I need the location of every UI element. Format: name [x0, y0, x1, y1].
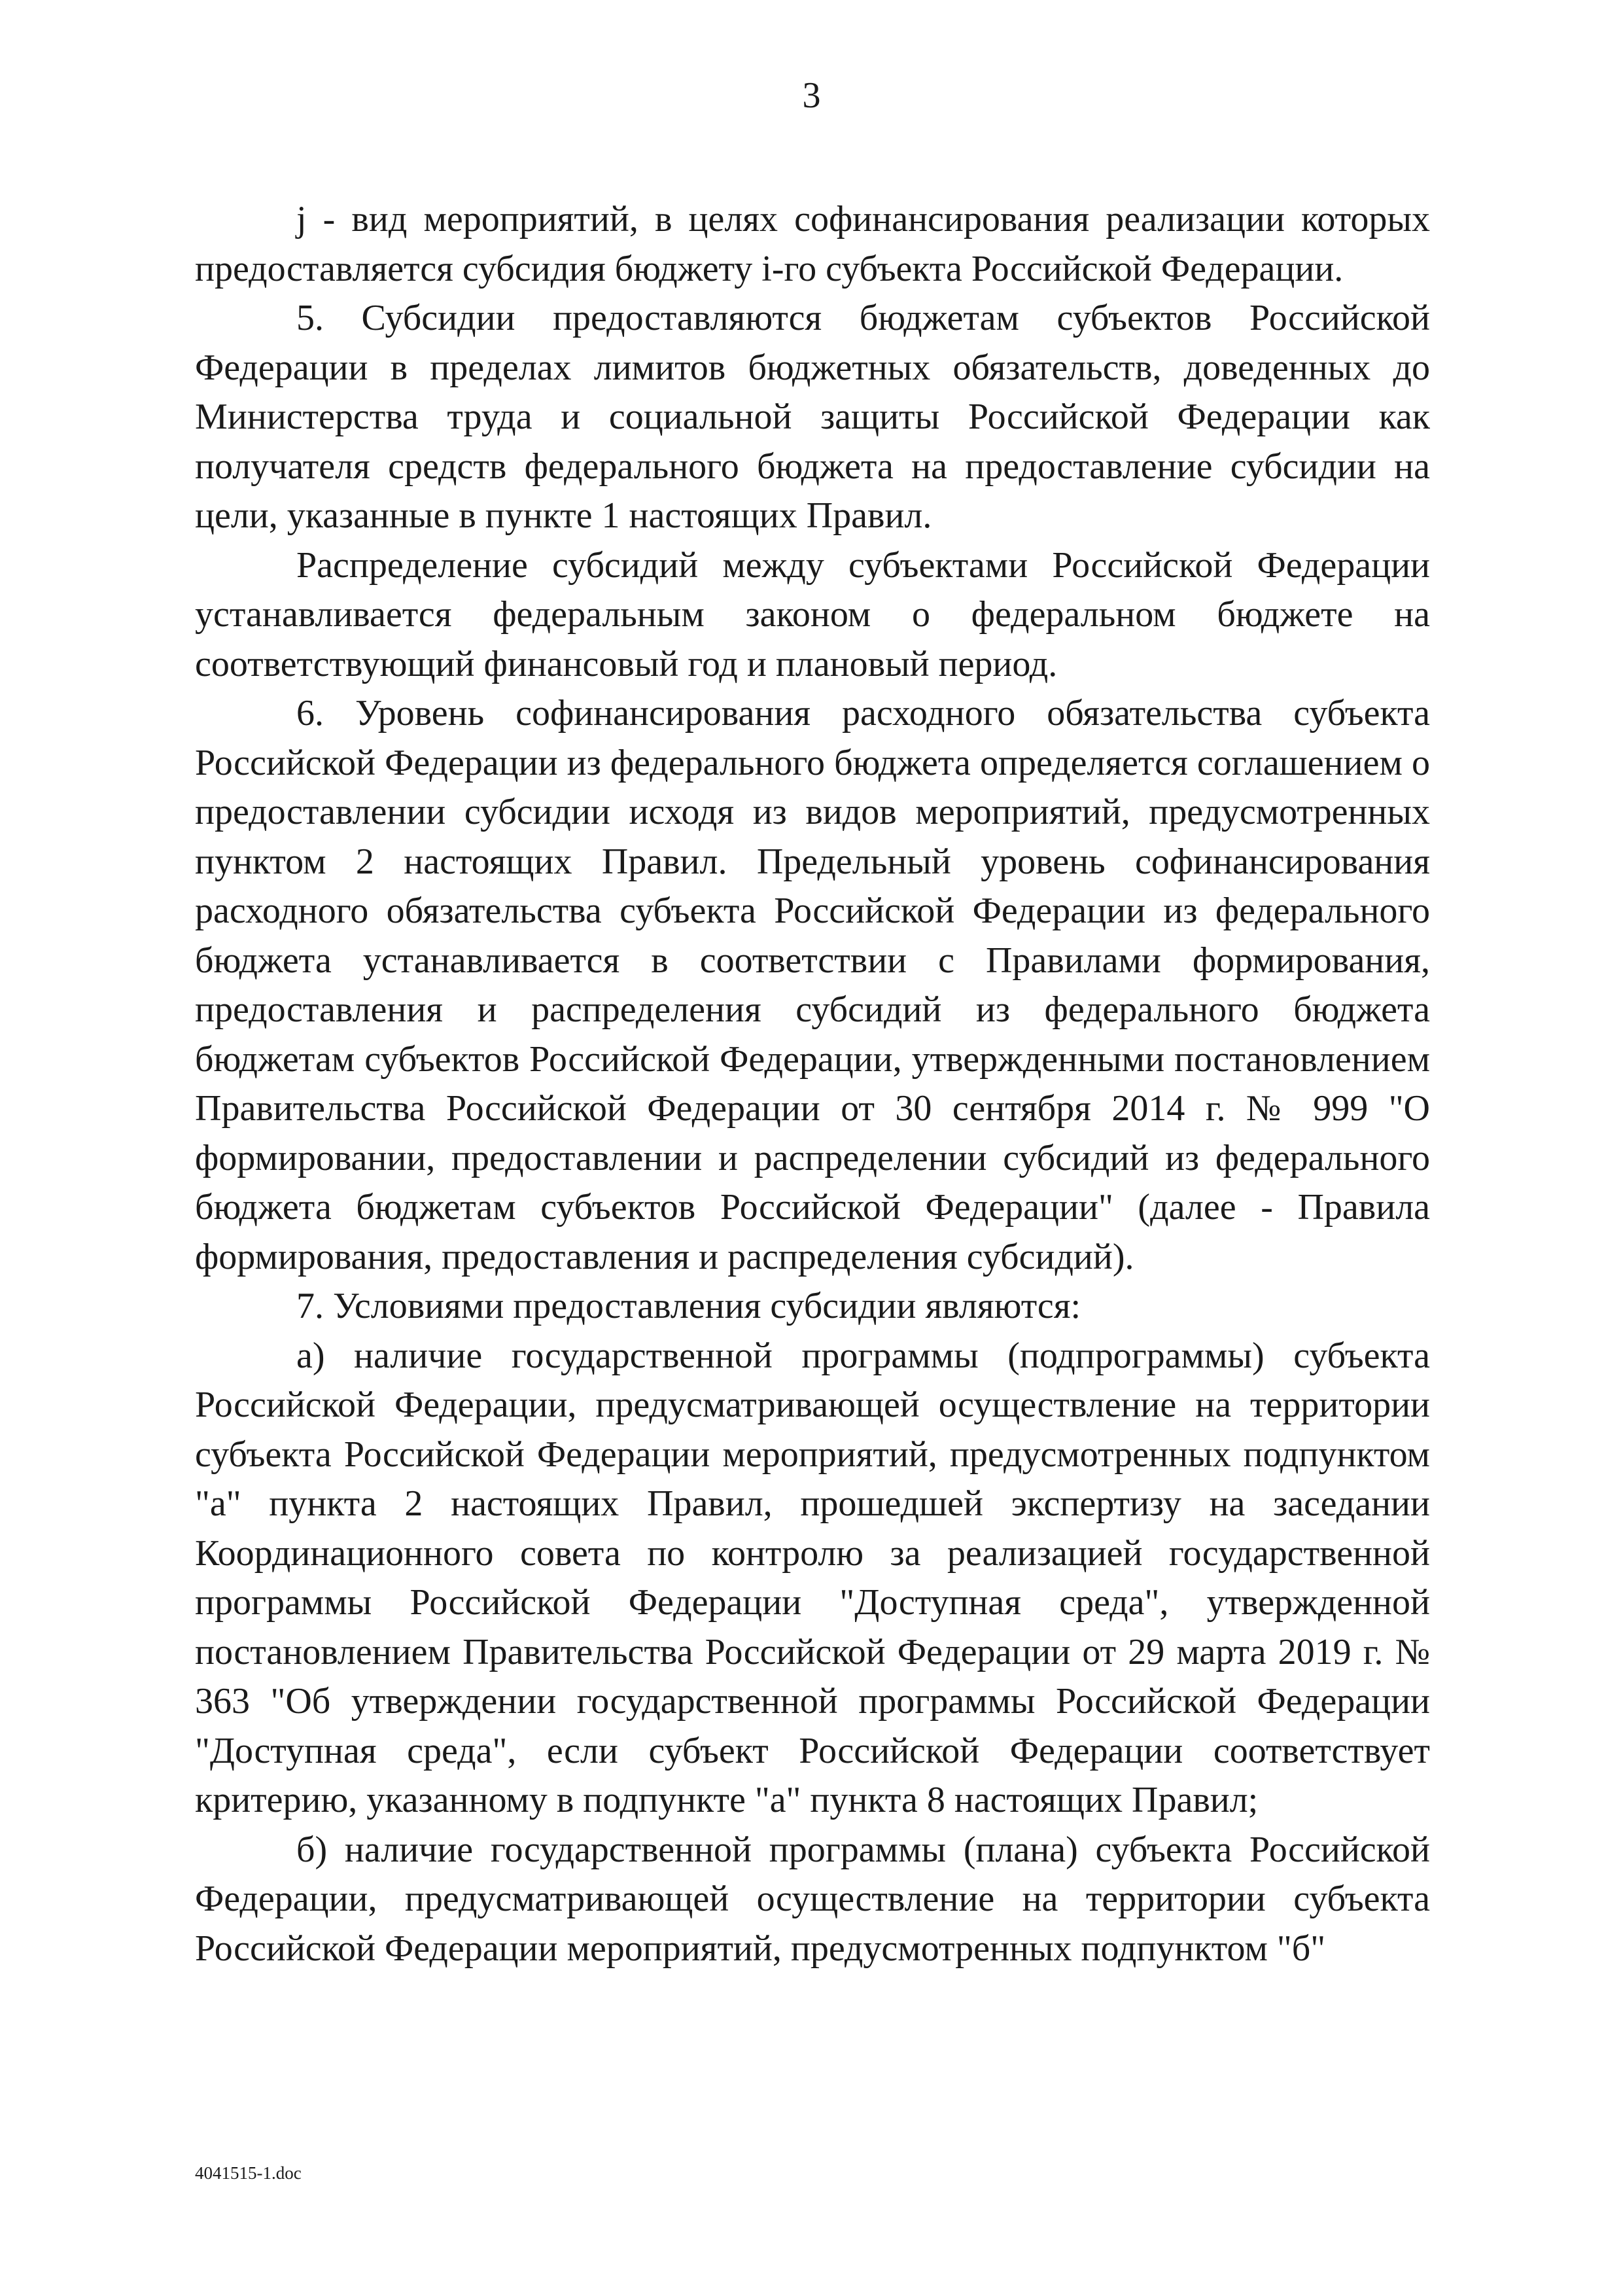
paragraph-clause-7b: б) наличие государственной программы (плана) субъекта Российской Федерации, предусматривающей осуществление на территории субъекта Российской Федерации мероприятий, предусмотренных подпунктом "б"	[195, 1829, 1430, 1969]
paragraph-clause-7: 7. Условиями предоставления субсидии являются:	[296, 1286, 1081, 1326]
paragraph-clause-5-distribution: Распределение субсидий между субъектами Российской Федерации устанавливается федеральным законом о федеральном бюджете на соответствующий финансовый год и плановый период.	[195, 544, 1430, 684]
document-file-code: 4041515-1.doc	[195, 2163, 302, 2183]
page-number: 3	[802, 75, 821, 116]
paragraph-clause-5: 5. Субсидии предоставляются бюджетам субъектов Российской Федерации в пределах лимитов бюджетных обязательств, доведенных до Министерства труда и социальной защиты Российской Федерации как получателя средств федерального бюджета на предоставление субсидии на цели, указанные в пункте 1 настоящих Правил.	[195, 298, 1430, 536]
paragraph-clause-6: 6. Уровень софинансирования расходного обязательства субъекта Российской Федерации из федерального бюджета определяется соглашением о предоставлении субсидии исходя из видов мероприятий, предусмотренных пунктом 2 настоящих Правил. Предельный уровень софинансирования расходного обязательства субъекта Российской Федерации из федерального бюджета устанавливается в соответствии с Правилами формирования, предоставления и распределения субсидий из федерального бюджета бюджетам субъектов Российской Федерации, утвержденными постановлением Правительства Российской Федерации от 30 сентября 2014 г. № 999 "О формировании, предоставлении и распределении субсидий из федерального бюджета бюджетам субъектов Российской Федерации" (далее - Правила формирования, предоставления и распределения субсидий).	[195, 693, 1430, 1277]
paragraph-clause-7a: а) наличие государственной программы (подпрограммы) субъекта Российской Федерации, предусматривающей осуществление на территории субъекта Российской Федерации мероприятий, предусмотренных подпунктом "а" пункта 2 настоящих Правил, прошедшей экспертизу на заседании Координационного совета по контролю за реализацией государственной программы Российской Федерации "Доступная среда", утвержденной постановлением Правительства Российской Федерации от 29 марта 2019 г. № 363 "Об утверждении государственной программы Российской Федерации "Доступная среда", если субъект Российской Федерации соответствует критерию, указанному в подпункте "а" пункта 8 настоящих Правил;	[195, 1335, 1430, 1820]
paragraph-j-definition: j - вид мероприятий, в целях софинансирования реализации которых предоставляется субсидия бюджету i-го субъекта Российской Федерации.	[195, 199, 1430, 289]
document-body	[195, 195, 1430, 1973]
